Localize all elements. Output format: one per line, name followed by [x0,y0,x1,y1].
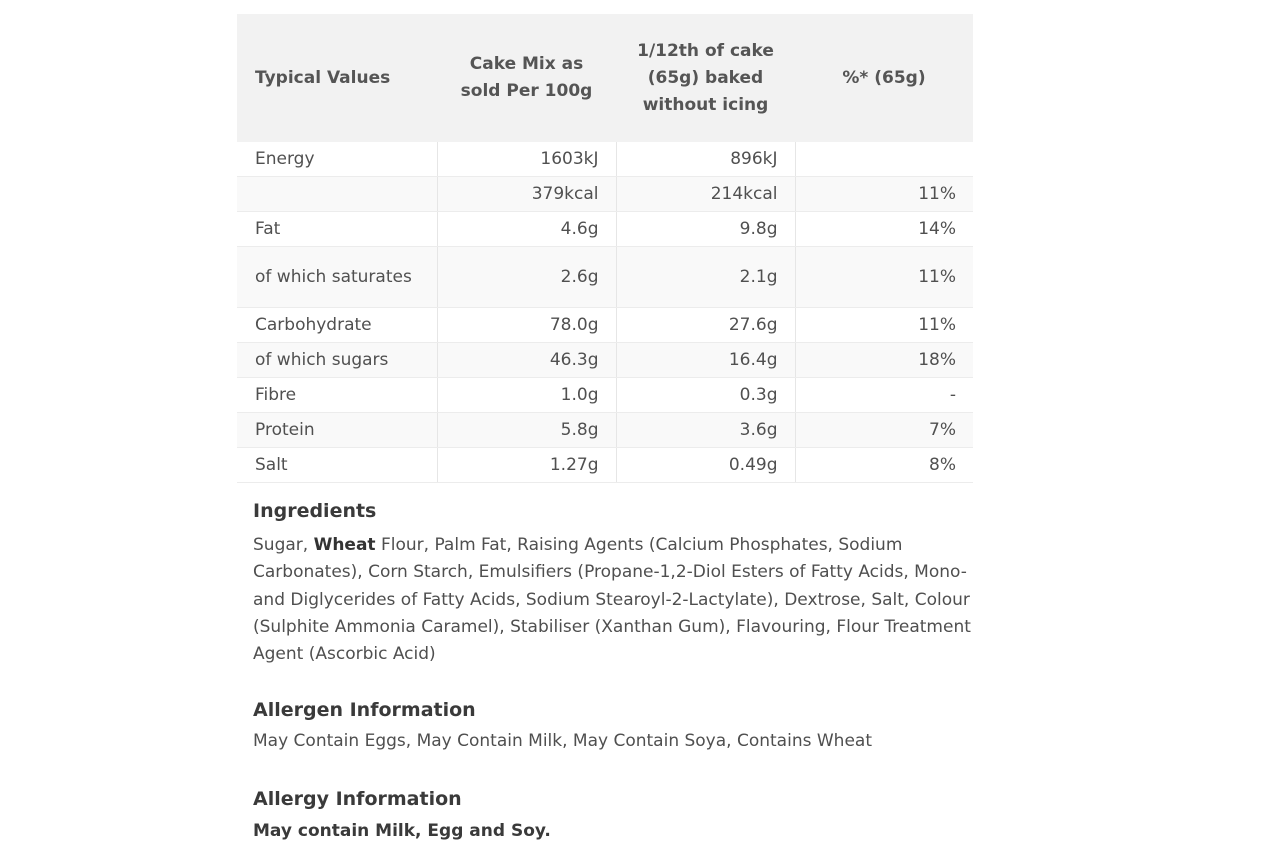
ingredients-text-start: Sugar, [253,535,314,555]
row-per-100g: 1603kJ [437,142,616,177]
row-label: of which saturates [237,247,437,308]
row-per-slice: 896kJ [616,142,795,177]
row-per-100g: 46.3g [437,343,616,378]
row-per-100g: 4.6g [437,212,616,247]
row-per-100g: 1.0g [437,378,616,413]
row-per-100g: 78.0g [437,308,616,343]
allergen-section [253,697,993,755]
row-per-100g: 379kcal [437,177,616,212]
ingredients-section [253,498,993,668]
row-per-slice: 16.4g [616,343,795,378]
allergen-text: May Contain Eggs, May Contain Milk, May Contain Soya, Contains Wheat [253,731,872,751]
row-label: Salt [237,448,437,483]
table-row [237,247,973,308]
header-per-100g: Cake Mix as sold Per 100g [437,14,616,142]
row-per-100g: 5.8g [437,413,616,448]
row-per-slice: 0.49g [616,448,795,483]
row-label: Carbohydrate [237,308,437,343]
header-reference-intake: %* (65g) [795,14,973,142]
nutrition-table [237,14,973,483]
table-header-row [237,14,973,142]
table-row [237,413,973,448]
ingredients-heading: Ingredients [253,500,377,522]
header-typical-values: Typical Values [237,14,437,142]
ingredients-text [253,532,993,668]
row-per-slice: 2.1g [616,247,795,308]
allergen-heading: Allergen Information [253,699,476,721]
row-label: Energy [237,142,437,177]
row-label: Fat [237,212,437,247]
row-ri: 11% [795,177,973,212]
row-ri: 8% [795,448,973,483]
table-row [237,448,973,483]
row-ri: 18% [795,343,973,378]
row-label [237,177,437,212]
row-label: Fibre [237,378,437,413]
row-ri: - [795,378,973,413]
row-label: Protein [237,413,437,448]
row-ri [795,142,973,177]
row-ri: 11% [795,247,973,308]
ingredients-allergen-highlight: Wheat [313,535,376,555]
row-per-slice: 214kcal [616,177,795,212]
row-ri: 14% [795,212,973,247]
header-per-slice: 1/12th of cake (65g) baked without icing [616,14,795,142]
row-ri: 11% [795,308,973,343]
row-per-100g: 2.6g [437,247,616,308]
allergy-section [253,786,993,845]
table-row [237,212,973,247]
row-label: of which sugars [237,343,437,378]
row-per-slice: 0.3g [616,378,795,413]
table-row [237,308,973,343]
row-ri: 7% [795,413,973,448]
row-per-100g: 1.27g [437,448,616,483]
ingredients-text-rest: Flour, Palm Fat, Raising Agents (Calcium Phosphates, Sodium Carbonates), Corn Starch, Emulsifiers (Propane-1,2-Diol Esters of Fatty Acids, Mono- and Diglycerides of Fatty Acids, Sodium Stearoyl-2-Lactylate), Dextrose, Salt, Colour (Sulphite Ammonia Caramel), Stabiliser (Xanthan Gum), Flavouring, Flour Treatment Agent (Ascorbic Acid) [253,535,971,665]
allergy-text: May contain Milk, Egg and Soy. [253,821,551,841]
table-row [237,378,973,413]
table-row [237,343,973,378]
table-row [237,142,973,177]
row-per-slice: 9.8g [616,212,795,247]
table-row [237,177,973,212]
row-per-slice: 27.6g [616,308,795,343]
allergy-heading: Allergy Information [253,788,462,810]
row-per-slice: 3.6g [616,413,795,448]
